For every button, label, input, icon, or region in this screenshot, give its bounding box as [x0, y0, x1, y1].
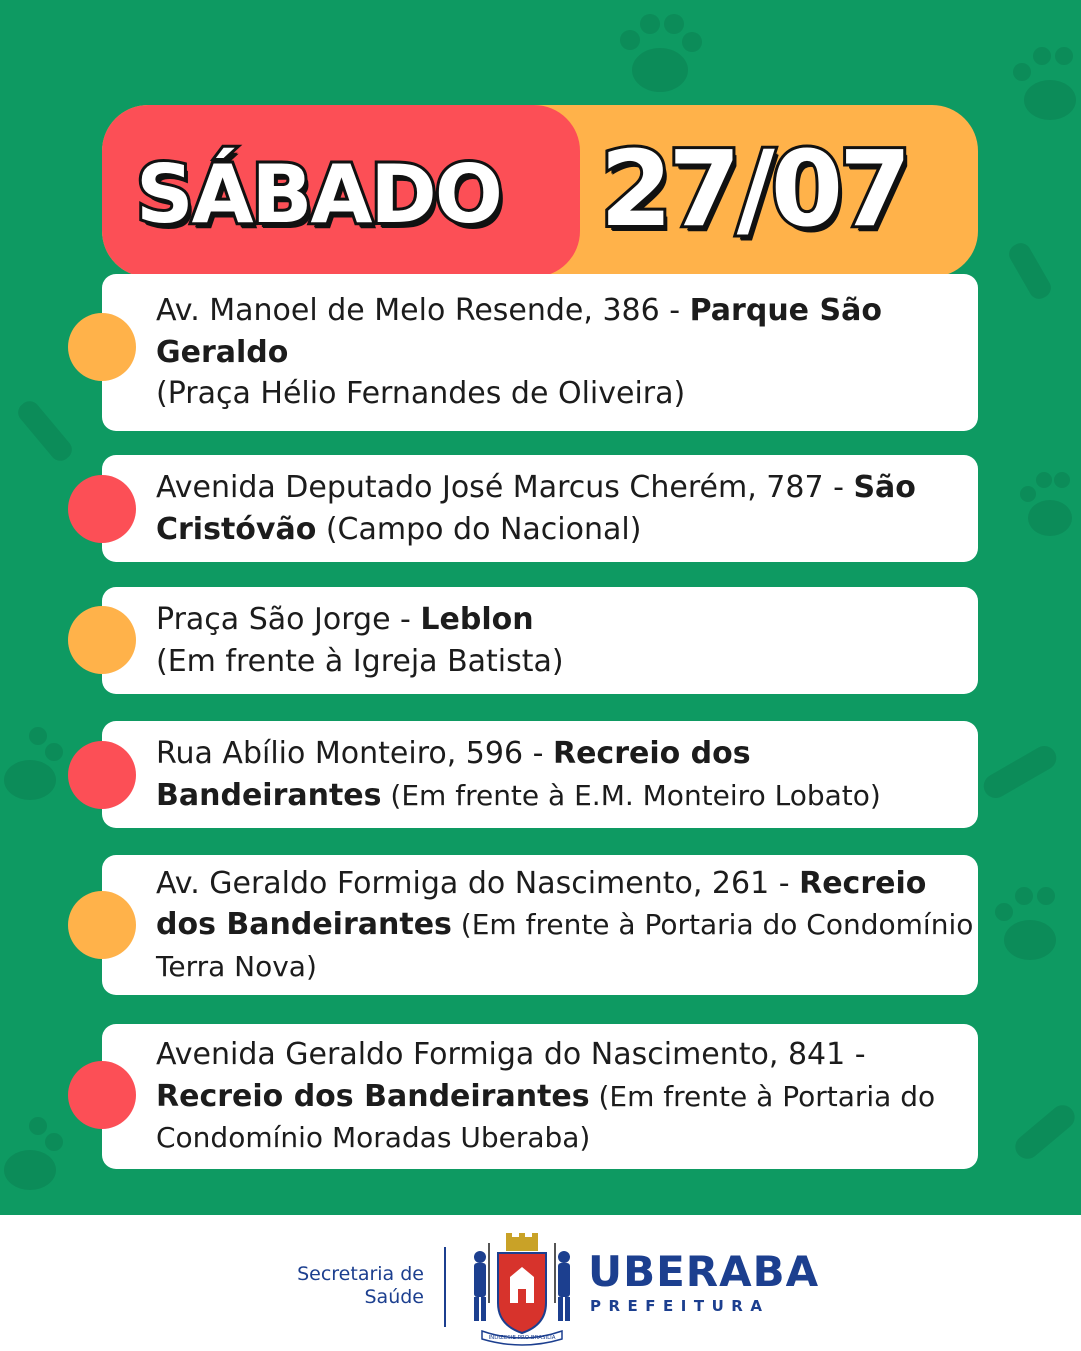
location-text	[156, 599, 564, 682]
location-reference: (Em frente à E.M. Monteiro Lobato)	[381, 778, 881, 812]
location-address: Avenida Geraldo Formiga do Nascimento, 841 -	[156, 1037, 866, 1073]
location-address: Av. Manoel de Melo Resende, 386 -	[156, 293, 690, 329]
location-marker	[68, 313, 136, 381]
location-address: Av. Geraldo Formiga do Nascimento, 261 -	[156, 865, 800, 901]
location-reference: (Em frente à Portaria do Condomínio Terra Nova)	[156, 908, 974, 983]
location-marker	[68, 891, 136, 959]
location-address: Avenida Deputado José Marcus Cherém, 787 -	[156, 470, 854, 505]
svg-text:INDIZESIE PRO BRASILIA: INDIZESIE PRO BRASILIA	[488, 1335, 556, 1341]
location-address: Rua Abílio Monteiro, 596 -	[156, 736, 553, 771]
location-text	[156, 1034, 978, 1159]
location-card	[102, 587, 978, 694]
location-marker	[68, 1061, 136, 1129]
location-text	[156, 733, 978, 816]
location-reference: (Campo do Nacional)	[316, 511, 642, 547]
secretaria-line2: Saúde	[364, 1286, 424, 1308]
location-reference: (Praça Hélio Fernandes de Oliveira)	[156, 376, 686, 412]
location-text	[156, 863, 978, 988]
location-card	[102, 721, 978, 828]
footer	[0, 1215, 1081, 1351]
location-card	[102, 1024, 978, 1169]
location-card	[102, 274, 978, 431]
day-label: SÁBADO	[136, 148, 501, 241]
brand-name: UBERABA	[588, 1247, 820, 1296]
location-card	[102, 855, 978, 995]
location-reference: (Em frente à Igreja Batista)	[156, 643, 564, 679]
secretaria-label	[278, 1263, 424, 1309]
location-marker	[68, 606, 136, 674]
location-neighborhood: Recreio dos Bandeirantes	[156, 865, 927, 943]
location-neighborhood: Recreio dos Bandeirantes	[156, 736, 751, 813]
location-neighborhood: São Cristóvão	[156, 470, 916, 547]
location-marker	[68, 475, 136, 543]
location-neighborhood: Parque São Geraldo	[156, 293, 882, 370]
location-neighborhood: Recreio dos Bandeirantes	[156, 1078, 590, 1114]
location-address: Praça São Jorge -	[156, 602, 421, 637]
date-banner	[102, 105, 978, 277]
location-card	[102, 455, 978, 562]
location-neighborhood: Leblon	[420, 602, 534, 637]
location-text	[156, 290, 978, 415]
city-crest-logo	[466, 1233, 578, 1347]
location-reference: (Em frente à Portaria do Condomínio Moradas Uberaba)	[156, 1079, 936, 1155]
secretaria-line1: Secretaria de	[297, 1263, 424, 1285]
footer-divider	[444, 1247, 446, 1327]
date-label: 27/07	[600, 128, 908, 250]
location-marker	[68, 741, 136, 809]
brand-subtitle: PREFEITURA	[590, 1297, 770, 1315]
location-text	[156, 467, 978, 550]
